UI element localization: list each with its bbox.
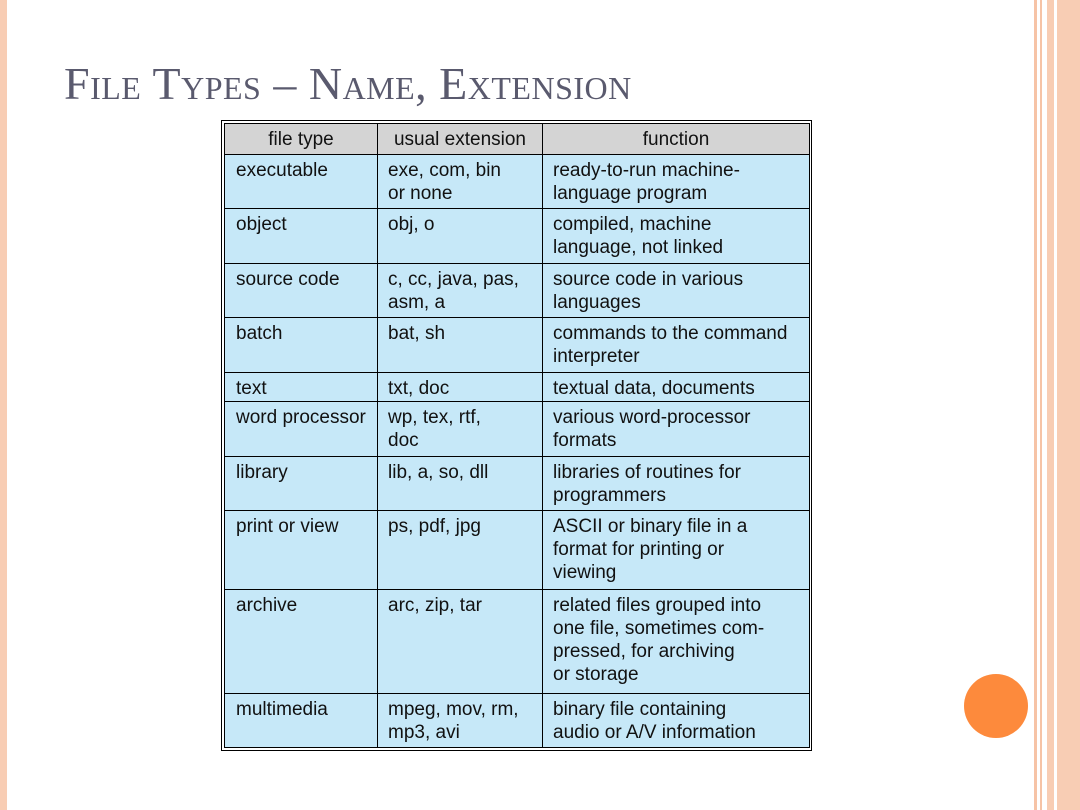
cell-text: print or view [236,516,339,538]
cell-function [543,693,810,747]
cell-function [543,456,810,510]
table-row [225,318,810,372]
file-types-table [224,123,810,748]
cell-file-type [225,693,378,747]
cell-text: related files grouped into one file, sometimes com- pressed, for archiving or storage [553,595,765,686]
table-row [225,209,810,263]
cell-function [543,155,810,209]
cell-text: text [236,377,267,399]
table-row [225,372,810,402]
cell-text: library [236,461,288,483]
cell-text: object [236,214,287,236]
border-stripe [1057,0,1080,810]
cell-text: lib, a, so, dll [388,461,489,483]
cell-file-type [225,263,378,317]
cell-text: source code [236,268,340,290]
cell-text: ASCII or binary file in a format for printing or viewing [553,516,748,584]
cell-text: exe, com, bin or none [388,160,501,204]
cell-text: commands to the command interpreter [553,323,788,368]
cell-usual-extension [378,693,543,747]
cell-usual-extension [378,511,543,590]
border-stripe [1040,0,1042,810]
cell-text: executable [236,160,328,181]
cell-function [543,402,810,456]
cell-text: libraries of routines for programmers [553,461,741,506]
column-header-function: function [543,124,810,155]
cell-function [543,318,810,372]
cell-file-type [225,402,378,456]
table-row [225,590,810,693]
slide-title: File Types – Name, Extension [64,58,632,109]
slide-left-border [0,0,7,810]
cell-text: ready-to-run machine- language program [553,160,740,204]
table-header-row [225,124,810,155]
table-row [225,155,810,209]
cell-usual-extension [378,155,543,209]
cell-function [543,209,810,263]
table-row [225,263,810,317]
cell-file-type [225,155,378,209]
table-row [225,693,810,747]
column-header-file-type: file type [225,124,378,155]
cell-function [543,372,810,402]
cell-text: bat, sh [388,323,446,345]
cell-file-type [225,511,378,590]
cell-text: textual data, documents [553,377,755,399]
border-stripe [1034,0,1037,810]
cell-usual-extension [378,318,543,372]
column-header-usual-extension: usual extension [378,124,543,155]
file-types-table-frame [221,120,812,751]
slide-right-border-band [1034,0,1080,810]
cell-file-type [225,209,378,263]
cell-usual-extension [378,209,543,263]
cell-text: word processor [236,407,366,429]
cell-text: source code in various languages [553,268,744,313]
cell-file-type [225,372,378,402]
cell-text: wp, tex, rtf, doc [388,407,481,452]
cell-function [543,511,810,590]
cell-text: c, cc, java, pas, asm, a [388,268,519,313]
cell-text: obj, o [388,214,435,236]
cell-text: compiled, machine language, not linked [553,214,724,259]
cell-text: ps, pdf, jpg [388,516,481,538]
cell-text: mpeg, mov, rm, mp3, avi [388,698,519,743]
cell-text: arc, zip, tar [388,595,482,617]
cell-usual-extension [378,590,543,693]
table-row [225,402,810,456]
table-row [225,456,810,510]
cell-usual-extension [378,456,543,510]
cell-usual-extension [378,372,543,402]
cell-text: archive [236,595,298,617]
cell-function [543,590,810,693]
decorative-circle [964,674,1028,738]
cell-text: multimedia [236,698,328,720]
cell-text: txt, doc [388,377,450,399]
cell-text: batch [236,323,283,345]
cell-text: binary file containing audio or A/V information [553,698,756,743]
cell-file-type [225,590,378,693]
cell-text: various word-processor formats [553,407,751,452]
cell-usual-extension [378,402,543,456]
cell-file-type [225,456,378,510]
border-stripe [1047,0,1054,810]
table-row [225,511,810,590]
cell-usual-extension [378,263,543,317]
cell-function [543,263,810,317]
cell-file-type [225,318,378,372]
